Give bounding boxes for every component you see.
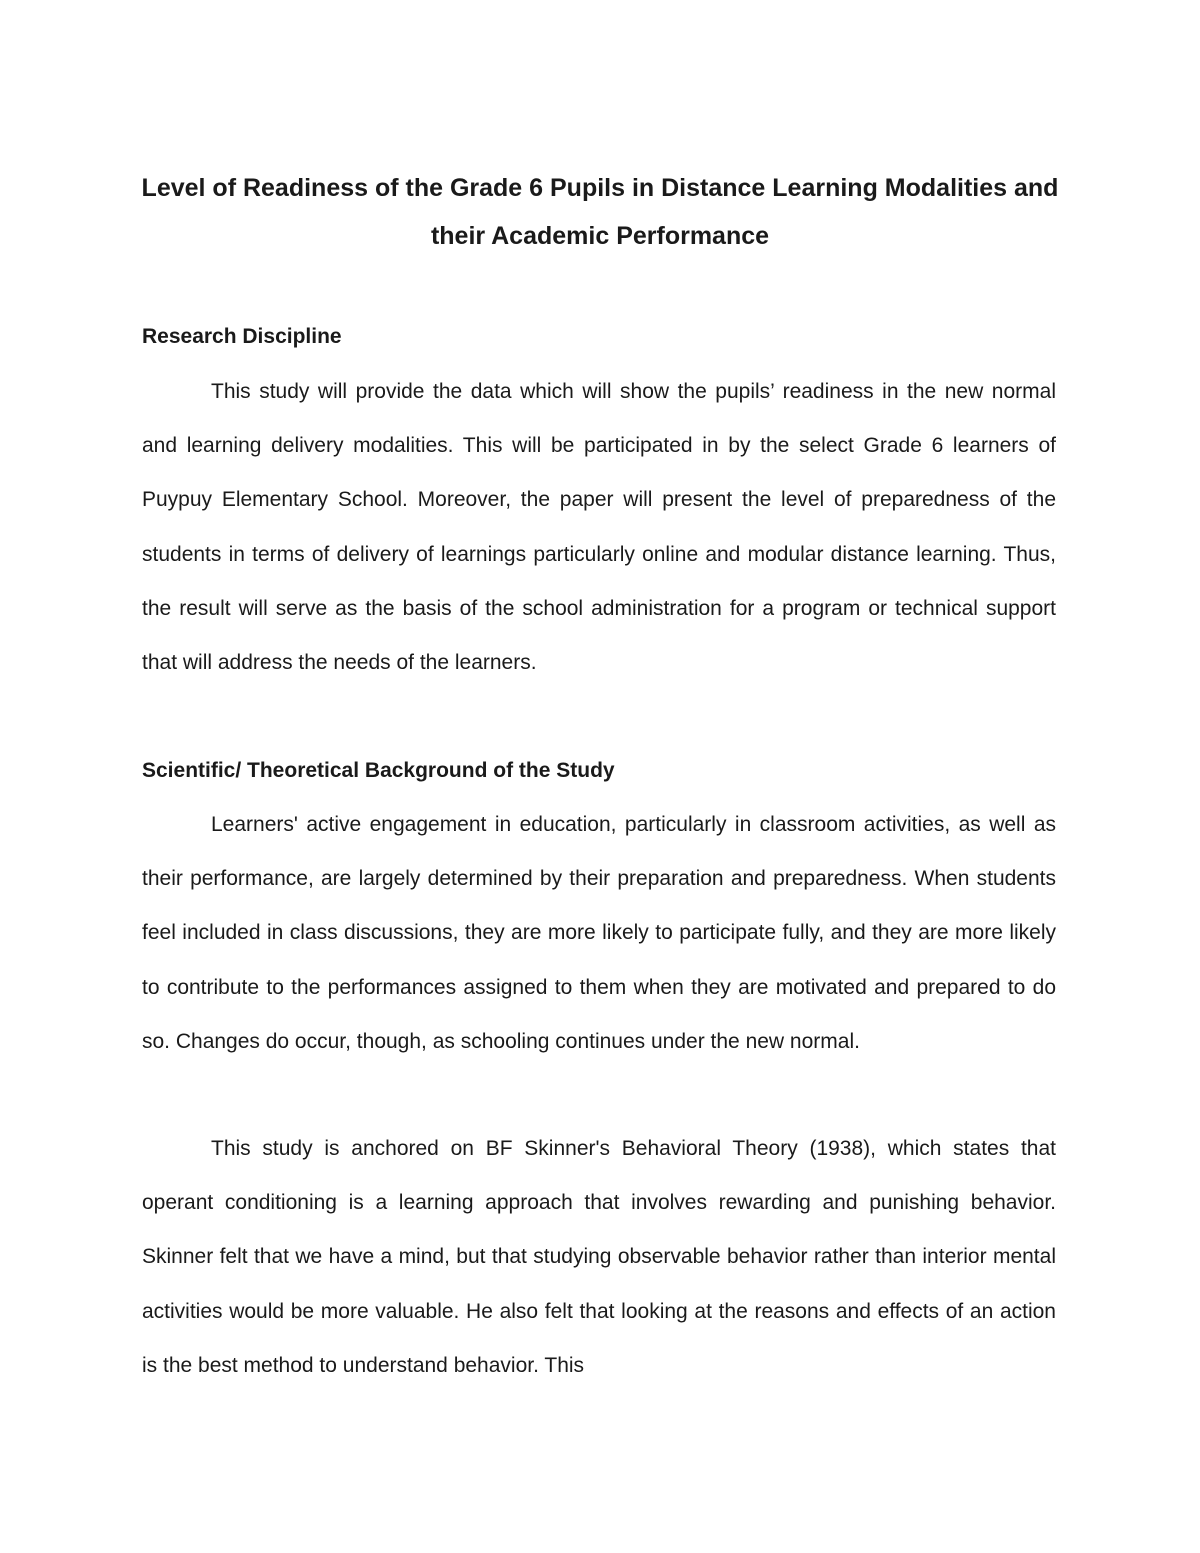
paragraph-behavioral-theory: This study is anchored on BF Skinner's Behavioral Theory (1938), which states that operant conditioning is a learning approach that involves rewarding and punishing behavior. Skinner felt that we have a mind, but that studying observable behavior rather than interior mental activities would be more valuable. He also felt that looking at the reasons and effects of an action is the best method to understand behavior. This (142, 1137, 1056, 1377)
section-heading-research-discipline: Research Discipline (142, 325, 342, 348)
paragraph-learners-engagement: Learners' active engagement in education, particularly in classroom activities, as well as their performance, are largely determined by their preparation and preparedness. When students feel included in class discussions, they are more likely to participate fully, and they are more likely to contribute to the performances assigned to them when they are motivated and prepared to do so. Changes do occur, though, as schooling continues under the new normal. (142, 813, 1056, 1053)
paragraph-research-discipline: This study will provide the data which will show the pupils’ readiness in the new normal and learning delivery modalities. This will be participated in by the select Grade 6 learners of Puypuy Elementary School. Moreover, the paper will present the level of preparedness of the students in terms of delivery of learnings particularly online and modular distance learning. Thus, the result will serve as the basis of the school administration for a program or technical support that will address the needs of the learners. (142, 380, 1056, 675)
document-title: Level of Readiness of the Grade 6 Pupils in Distance Learning Modalities and their Academic Performance (141, 174, 1059, 250)
section-heading-theoretical-background: Scientific/ Theoretical Background of the Study (142, 759, 615, 782)
